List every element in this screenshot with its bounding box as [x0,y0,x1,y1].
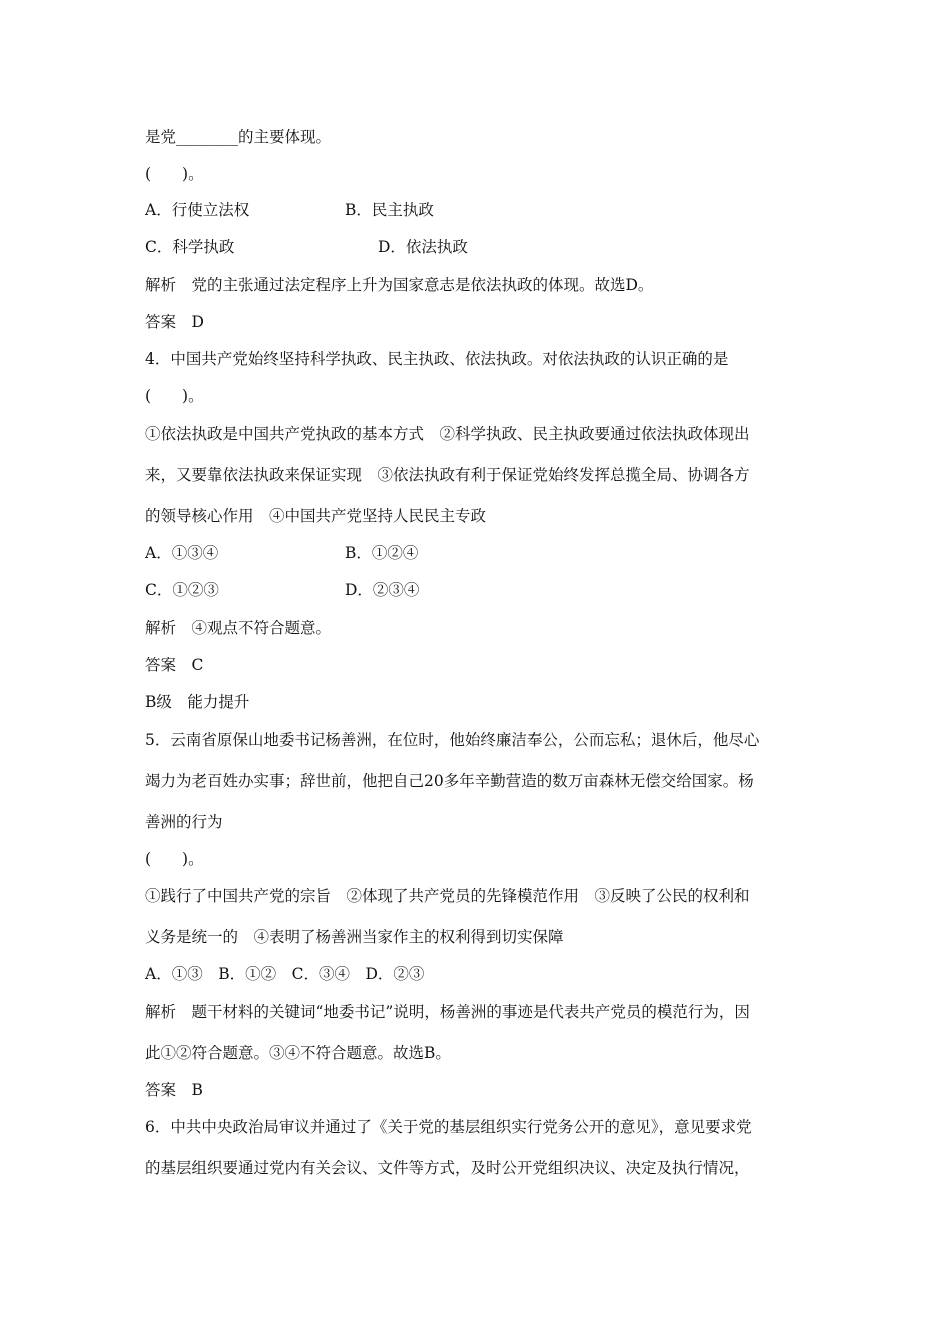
q5-analysis-line: 解析 题干材料的关键词“地委书记”说明，杨善洲的事迹是代表共产党员的模范行为，因 [145,1003,750,1021]
q5-stem-line: 5．云南省原保山地委书记杨善洲，在位时，他始终廉洁奉公，公而忘私；退休后，他尽心 [145,731,760,749]
q4-option-c: C．①②③ [145,581,219,599]
q3-option-b: B．民主执政 [345,201,434,219]
q5-answer: 答案 B [145,1081,203,1099]
q5-stem-line: 善洲的行为 [145,813,223,831]
q3-answer: 答案 D [145,313,204,331]
q6-stem-line: 的基层组织要通过党内有关会议、文件等方式，及时公开党组织决议、决定及执行情况， [145,1159,750,1177]
q3-option-a: A．行使立法权 [145,201,250,219]
section-heading: B级 能力提升 [145,693,250,711]
q3-paren: ( )。 [145,165,204,183]
q5-statement-line: 义务是统一的 ④表明了杨善洲当家作主的权利得到切实保障 [145,928,564,946]
q4-statement-line: 来，又要靠依法执政来保证实现 ③依法执政有利于保证党始终发挥总揽全局、协调各方 [145,466,750,484]
q4-analysis: 解析 ④观点不符合题意。 [145,619,332,637]
q4-paren: ( )。 [145,387,204,405]
q4-option-b: B．①②④ [345,544,419,562]
q4-statement-line: ①依法执政是中国共产党执政的基本方式 ②科学执政、民主执政要通过依法执政体现出 [145,425,750,443]
q3-stem-tail [145,127,331,147]
q4-stem: 4．中国共产党始终坚持科学执政、民主执政、依法执政。对依法执政的认识正确的是 [145,350,729,368]
q4-answer: 答案 C [145,656,204,674]
q3-option-d: D．依法执政 [378,238,468,256]
q5-analysis-line: 此①②符合题意。③④不符合题意。故选B。 [145,1044,451,1062]
q6-stem-line: 6．中共中央政治局审议并通过了《关于党的基层组织实行党务公开的意见》，意见要求党 [145,1118,752,1136]
q5-options: A．①③ B．①② C．③④ D．②③ [145,965,425,983]
q3-option-c: C．科学执政 [145,238,235,256]
q5-statement-line: ①践行了中国共产党的宗旨 ②体现了共产党员的先锋模范作用 ③反映了公民的权利和 [145,887,750,905]
q5-paren: ( )。 [145,850,204,868]
q4-statement-line: 的领导核心作用 ④中国共产党坚持人民民主专政 [145,507,487,525]
q5-stem-line: 竭力为老百姓办实事；辞世前，他把自己20多年辛勤营造的数万亩森林无偿交给国家。杨 [145,772,754,790]
q3-analysis: 解析 党的主张通过法定程序上升为国家意志是依法执政的体现。故选D。 [145,276,654,294]
q3-stem-before: 是党 [145,128,177,146]
q4-option-a: A．①③④ [145,544,219,562]
q4-option-d: D．②③④ [345,581,420,599]
q3-blank: ________ [176,128,239,146]
q3-stem-after: 的主要体现。 [238,128,332,146]
